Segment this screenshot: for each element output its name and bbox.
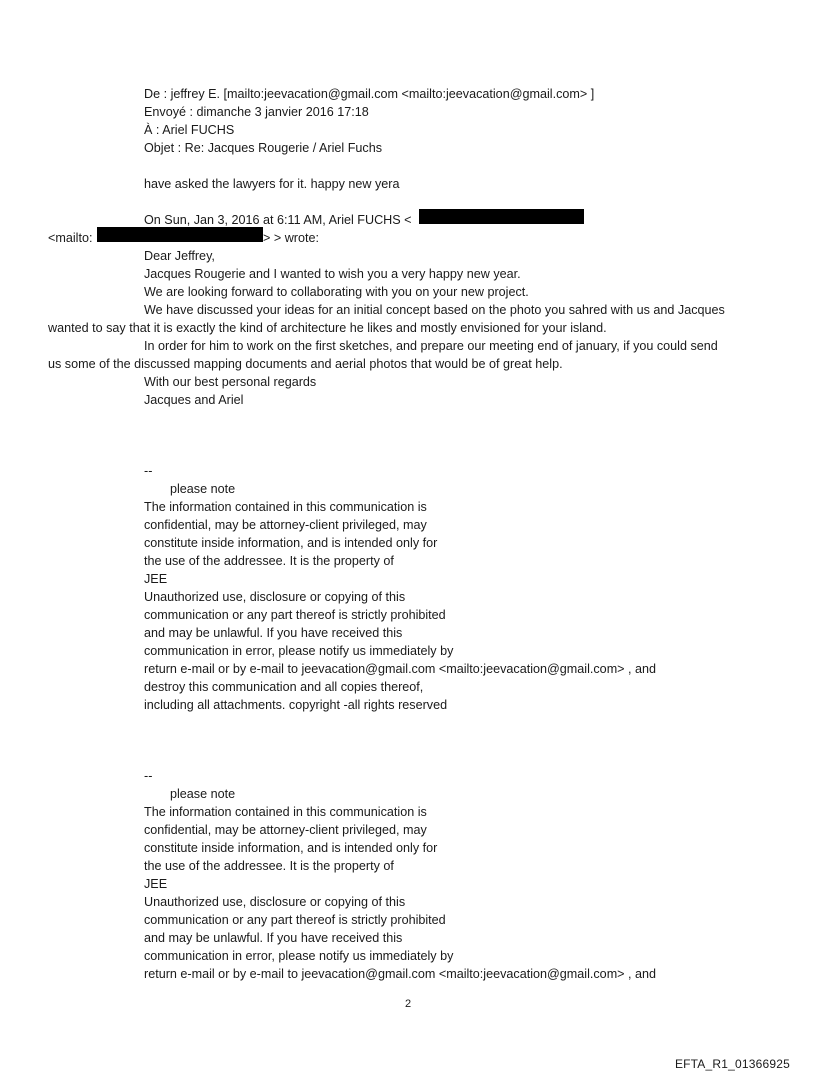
disclaimer-line: communication in error, please notify us immediately by [144, 644, 454, 658]
disclaimer-line: confidential, may be attorney-client privileged, may [144, 823, 427, 837]
disclaimer-line: including all attachments. copyright -all rights reserved [144, 698, 448, 712]
quote-signature: Jacques and Ariel [144, 393, 244, 407]
disclaimer-line: and may be unlawful. If you have received this [144, 931, 403, 945]
quote-line: We are looking forward to collaborating with you on your new project. [144, 285, 529, 299]
reply-text: have asked the lawyers for it. happy new yera [144, 177, 400, 191]
disclaimer-line: confidential, may be attorney-client privileged, may [144, 518, 427, 532]
disclaimer-line: return e-mail or by e-mail to jeevacation@gmail.com <mailto:jeevacation@gmail.com> , and [144, 662, 657, 676]
disclaimer-line: constitute inside information, and is intended only for [144, 536, 438, 550]
quote-line: Jacques Rougerie and I wanted to wish you a very happy new year. [144, 267, 521, 281]
quote-line: us some of the discussed mapping documents and aerial photos that would be of great help. [48, 357, 563, 371]
quote-mailto-prefix: <mailto: [48, 231, 93, 245]
header-subject: Objet : Re: Jacques Rougerie / Ariel Fuchs [144, 141, 382, 155]
disclaimer-line: Unauthorized use, disclosure or copying of this [144, 590, 406, 604]
disclaimer-dashes: -- [144, 464, 153, 478]
disclaimer-line: JEE [144, 572, 168, 586]
disclaimer-note: please note [170, 482, 236, 496]
quote-line: In order for him to work on the first sketches, and prepare our meeting end of january, if you could send [144, 339, 718, 353]
quote-closing: With our best personal regards [144, 375, 317, 389]
quote-intro: On Sun, Jan 3, 2016 at 6:11 AM, Ariel FUCHS < [144, 213, 412, 227]
disclaimer-line: return e-mail or by e-mail to jeevacation@gmail.com <mailto:jeevacation@gmail.com> , and [144, 967, 657, 981]
disclaimer-line: destroy this communication and all copies thereof, [144, 680, 424, 694]
bates-number: EFTA_R1_01366925 [674, 1057, 790, 1071]
header-sent: Envoyé : dimanche 3 janvier 2016 17:18 [144, 105, 369, 119]
redaction-bar [97, 227, 263, 242]
header-from: De : jeffrey E. [mailto:jeevacation@gmail.com <mailto:jeevacation@gmail.com> ] [144, 87, 595, 101]
disclaimer-line: constitute inside information, and is intended only for [144, 841, 438, 855]
disclaimer-line: and may be unlawful. If you have received this [144, 626, 403, 640]
header-to: À : Ariel FUCHS [144, 123, 235, 137]
redaction-bar [419, 209, 584, 224]
quote-line: We have discussed your ideas for an initial concept based on the photo you sahred with us and Jacques [144, 303, 725, 317]
disclaimer-note: please note [170, 787, 236, 801]
disclaimer-line: communication or any part thereof is strictly prohibited [144, 913, 446, 927]
quote-mailto-suffix: > > wrote: [263, 231, 320, 245]
disclaimer-line: communication in error, please notify us immediately by [144, 949, 454, 963]
quote-line: wanted to say that it is exactly the kind of architecture he likes and mostly envisioned for your island. [48, 321, 607, 335]
disclaimer-line: the use of the addressee. It is the property of [144, 859, 394, 873]
disclaimer-line: Unauthorized use, disclosure or copying of this [144, 895, 406, 909]
disclaimer-line: The information contained in this communication is [144, 805, 427, 819]
disclaimer-line: The information contained in this communication is [144, 500, 427, 514]
disclaimer-line: communication or any part thereof is strictly prohibited [144, 608, 446, 622]
disclaimer-dashes: -- [144, 769, 153, 783]
quote-greeting: Dear Jeffrey, [144, 249, 215, 263]
page-number: 2 [404, 998, 412, 1010]
disclaimer-line: JEE [144, 877, 168, 891]
disclaimer-line: the use of the addressee. It is the property of [144, 554, 394, 568]
